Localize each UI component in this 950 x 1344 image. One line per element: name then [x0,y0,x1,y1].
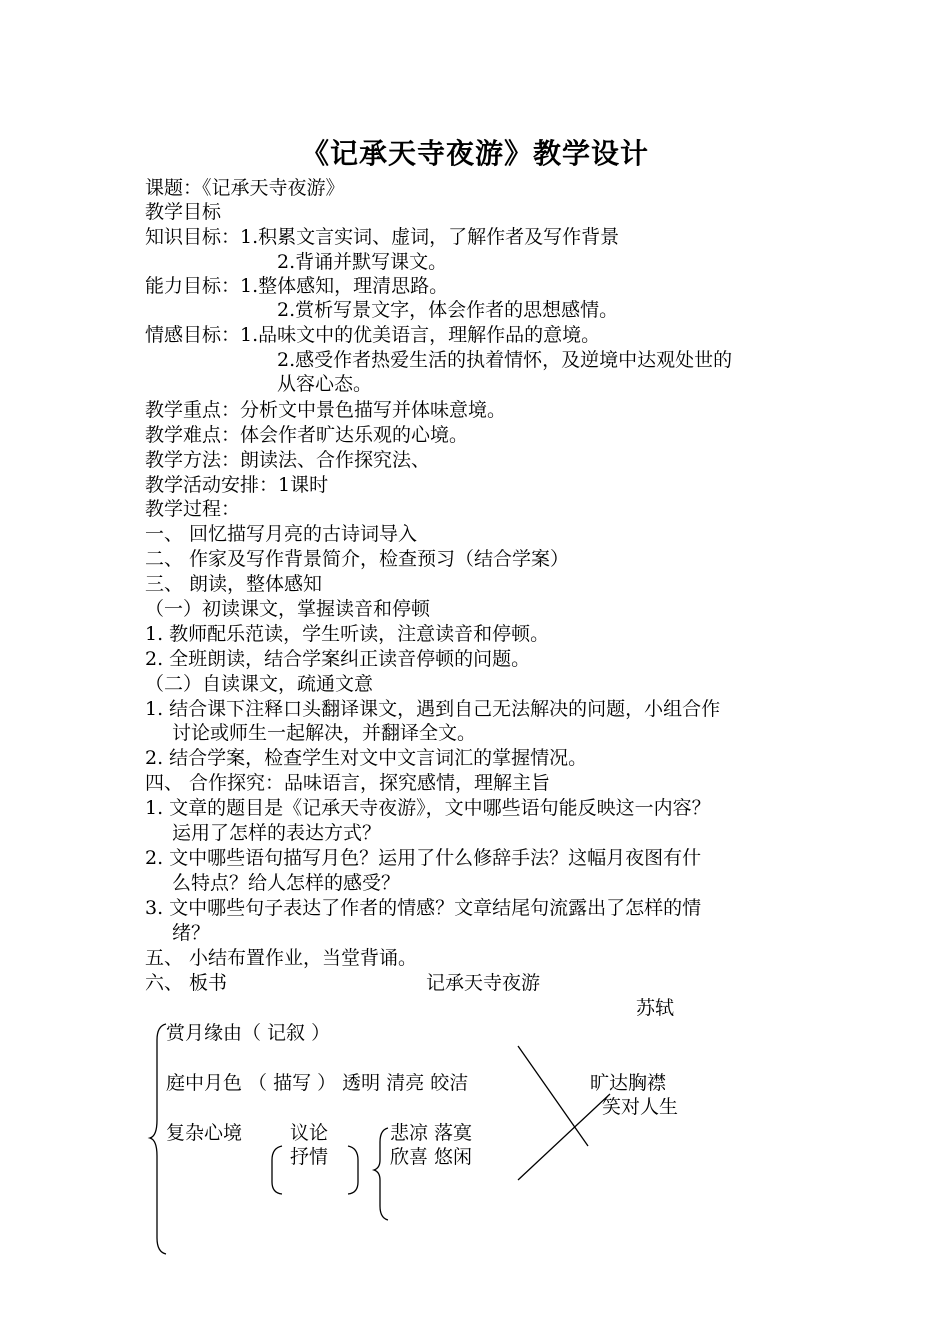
board-result-broadminded: 旷达胸襟 [590,1072,667,1094]
difficulty-line: 教学难点：体会作者旷达乐观的心境。 [145,424,469,446]
question-3-cont: 绪？ [172,922,211,944]
emotion-goal-1: 情感目标：1.品味文中的优美语言，理解作品的意境。 [145,324,601,346]
board-result-smile: 笑对人生 [602,1096,679,1118]
step-2: 二、 作家及写作背景简介，检查预习（结合学案） [145,548,570,570]
board-title: 记承天寺夜游 [426,972,541,994]
question-3: 3. 文中哪些句子表达了作者的情感？文章结尾句流露出了怎样的情 [145,897,702,919]
substep-2-item-1-cont: 讨论或师生一起解决，并翻译全文。 [172,722,477,744]
board-row-scenery: 庭中月色 （ 描写 ） 透明 清亮 皎洁 [166,1072,469,1094]
substep-1: （一）初读课文，掌握读音和停顿 [145,598,431,620]
emotion-goal-2: 2.感受作者热爱生活的执着情怀，及逆境中达观处世的 [277,349,733,371]
step-4: 四、 合作探究：品味语言，探究感情，理解主旨 [145,772,551,794]
substep-1-item-2: 2. 全班朗读，结合学案纠正读音停顿的问题。 [145,648,531,670]
board-method-bracket-right [348,1146,358,1194]
question-2: 2. 文中哪些语句描写月色？运用了什么修辞手法？这幅月夜图有什 [145,847,702,869]
question-1: 1. 文章的题目是《记承天寺夜游》，文中哪些语句能反映这一内容？ [145,797,711,819]
schedule-line: 教学活动安排：1课时 [145,474,329,496]
board-feeling-joy: 欣喜 悠闲 [390,1146,473,1168]
ability-goal-2: 2.赏析写景文字，体会作者的思想感情。 [277,299,619,321]
step-3: 三、 朗读，整体感知 [145,573,323,595]
board-cross-line-1 [518,1046,588,1146]
board-feeling-brace [374,1128,388,1220]
question-1-cont: 运用了怎样的表达方式？ [172,822,382,844]
board-main-brace [150,1024,166,1254]
board-row-mood: 复杂心境 [166,1122,243,1144]
goals-heading: 教学目标 [145,201,222,223]
board-cross-line-2 [518,1094,610,1180]
board-lyric: 抒情 [290,1146,329,1168]
step-5: 五、 小结布置作业，当堂背诵。 [145,947,418,969]
knowledge-goal-1: 知识目标：1.积累文言实词、虚词，了解作者及写作背景 [145,226,620,248]
topic-line: 课题：《记承天寺夜游》 [145,177,345,199]
knowledge-goal-2: 2.背诵并默写课文。 [277,251,448,273]
question-2-cont: 么特点？给人怎样的感受？ [172,872,401,894]
step-6: 六、 板书 [145,972,228,994]
step-1: 一、 回忆描写月亮的古诗词导入 [145,523,418,545]
method-line: 教学方法：朗读法、合作探究法、 [145,449,431,471]
ability-goal-1: 能力目标：1.整体感知，理清思路。 [145,275,449,297]
substep-2-item-1: 1. 结合课下注释口头翻译课文，遇到自己无法解决的问题，小组合作 [145,698,721,720]
substep-2: （二）自读课文，疏通文意 [145,673,374,695]
emotion-goal-2-cont: 从容心态。 [277,373,373,395]
substep-2-item-2: 2. 结合学案，检查学生对文中文言词汇的掌握情况。 [145,747,588,769]
document-title: 《记承天寺夜游》教学设计 [300,137,649,170]
key-point-line: 教学重点：分析文中景色描写并体味意境。 [145,399,507,421]
substep-1-item-1: 1. 教师配乐范读，学生听读，注意读音和停顿。 [145,623,550,645]
process-heading: 教学过程： [145,498,241,520]
board-method-bracket-left [272,1146,282,1194]
board-discussion: 议论 [290,1122,329,1144]
board-author: 苏轼 [636,997,675,1019]
board-feeling-sad: 悲凉 落寞 [390,1122,473,1144]
board-row-reason: 赏月缘由（ 记叙 ） [166,1022,331,1044]
